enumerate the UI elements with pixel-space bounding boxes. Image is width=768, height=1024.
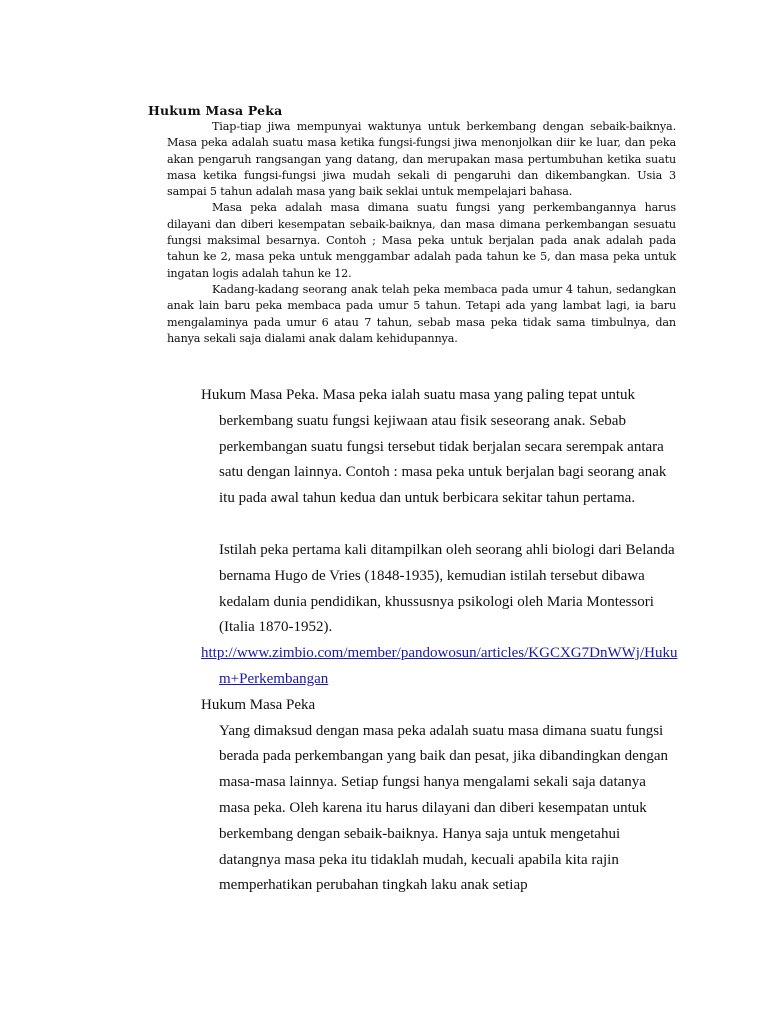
section-two-heading: Hukum Masa Peka (201, 696, 316, 713)
section-two-paragraph: Hukum Masa Peka. Masa peka ialah suatu masa yang paling tepat untuk berkembang suatu fungsi kejiwaan atau fisik seseorang anak. Sebab perkembangan suatu fungsi tersebut tidak berjalan secara serempak antara satu dengan lainnya. Contoh : masa peka untuk berjalan bagi seorang anak itu pada awal tahun kedua dan untuk berbicara sekitar tahun pertama. (201, 387, 667, 507)
section-one (148, 102, 678, 347)
section-one-paragraph: Kadang-kadang seorang anak telah peka membaca pada umur 4 tahun, sedangkan anak lain baru peka membaca pada umur 5 tahun. Tetapi ada yang lambat lagi, ia baru mengalaminya pada umur 6 atau 7 tahun, sebab masa peka tidak sama timbulnya, dan hanya sekali saja dialami anak dalam kehidupannya. (167, 282, 676, 345)
section-one-paragraph: Masa peka adalah masa dimana suatu fungsi yang perkembangannya harus dilayani dan diberi kesempatan sebaik-baiknya, dan masa dimana perkembangan sesuatu fungsi maksimal besarnya. Contoh ; Masa peka untuk berjalan pada anak adalah pada tahun ke 2, masa peka untuk menggambar adalah pada tahun ke 5, dan masa peka untuk ingatan logis adalah tahun ke 12. (167, 201, 676, 280)
section-one-paragraph: Tiap-tiap jiwa mempunyai waktunya untuk berkembang dengan sebaik-baiknya. Masa peka adalah suatu masa ketika fungsi-fungsi jiwa menonjolkan diir ke luar, dan peka akan pengaruh rangsangan yang datang, dan merupakan masa pertumbuhan ketika suatu masa ketika fungsi-fungsi jiwa mudah sekali di pengaruhi dan dikembangkan. Usia 3 sampai 5 tahun adalah masa yang baik seklai untuk mempelajari bahasa. (167, 120, 676, 199)
section-one-body (167, 119, 676, 347)
section-one-title: Hukum Masa Peka (148, 103, 283, 118)
section-two (201, 383, 679, 899)
section-two-paragraph: Yang dimaksud dengan masa peka adalah suatu masa dimana suatu fungsi berada pada perkembangan yang baik dan pesat, jika dibandingkan dengan masa-masa lainnya. Setiap fungsi hanya mengalami sekali saja datanya masa peka. Oleh karena itu harus dilayani dan diberi kesempatan untuk berkembang dengan sebaik-baiknya. Hanya saja untuk mengetahui datangnya masa peka itu tidaklah mudah, kecuali apabila kita rajin memperhatikan perubahan tingkah laku anak setiap (219, 722, 668, 894)
source-link[interactable]: http://www.zimbio.com/member/pandowosun/articles/KGCXG7DnWWj/Hukum+Perkembangan (201, 645, 678, 687)
section-two-paragraph: Istilah peka pertama kali ditampilkan oleh seorang ahli biologi dari Belanda bernama Hugo de Vries (1848-1935), kemudian istilah tersebut dibawa kedalam dunia pendidikan, khussusnya psikologi oleh Maria Montessori (Italia 1870-1952). (219, 541, 675, 636)
paragraph-spacer (201, 512, 679, 538)
